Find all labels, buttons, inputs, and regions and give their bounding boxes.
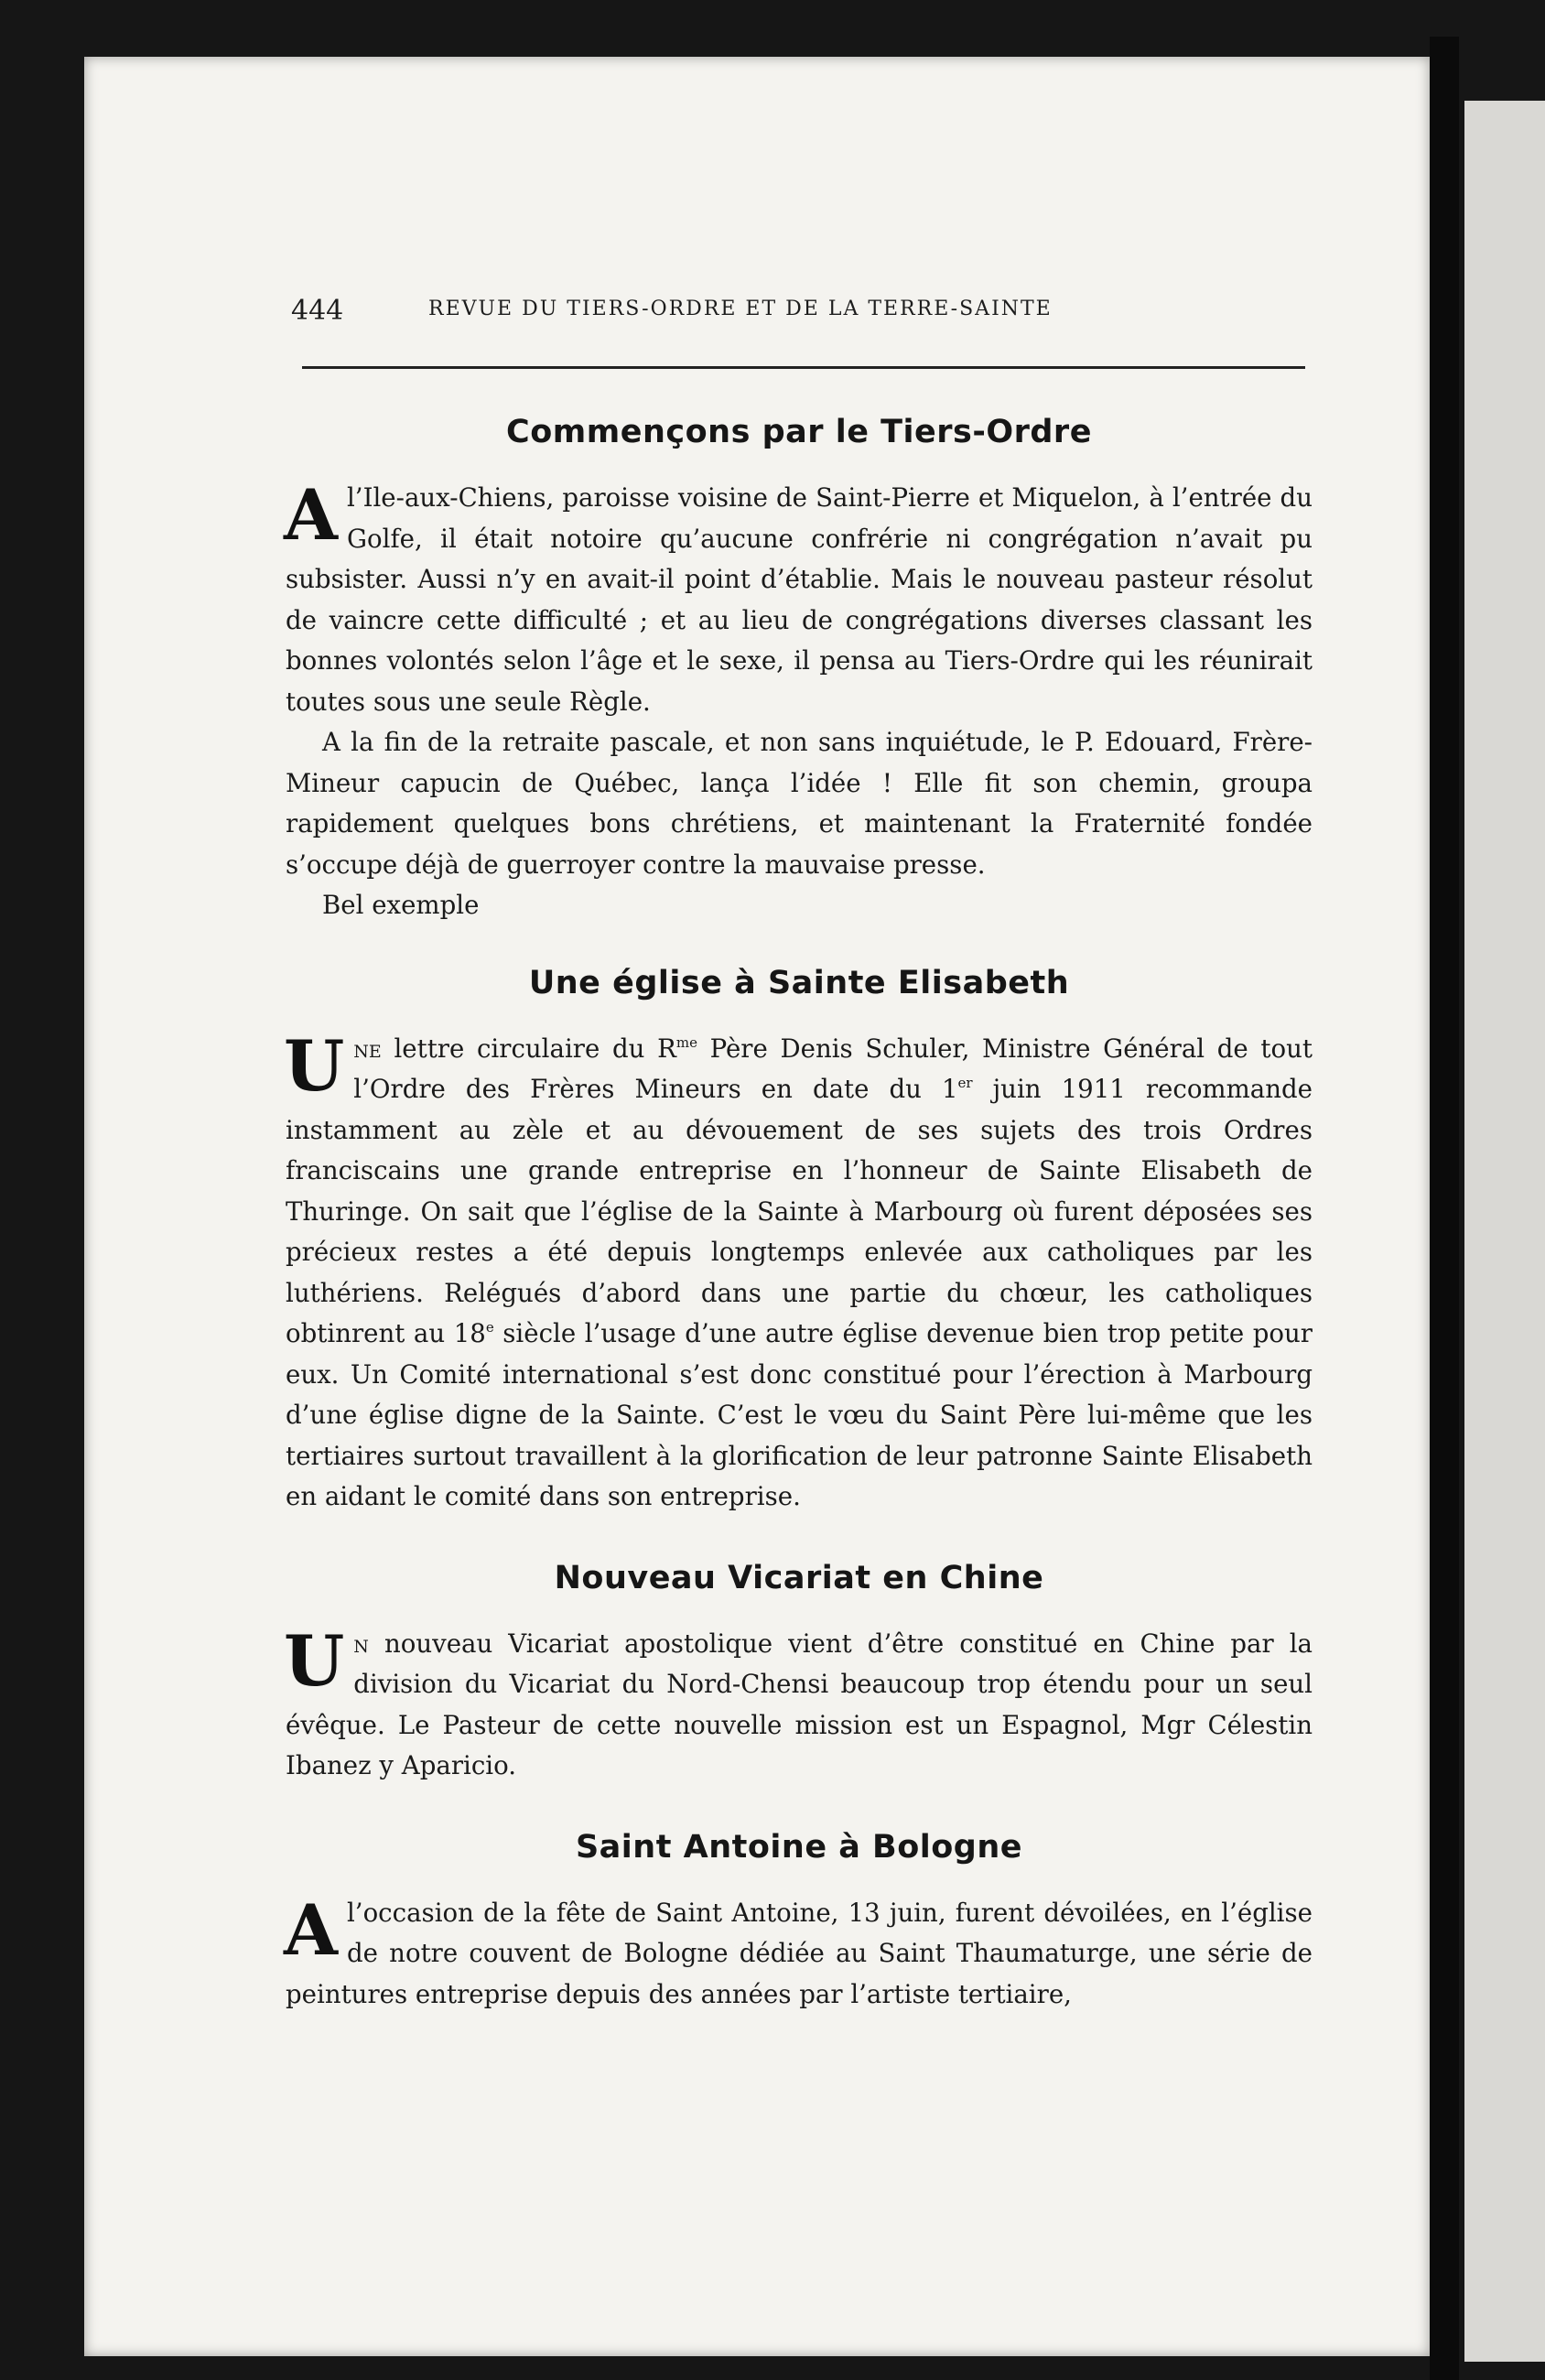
- smallcaps-lead: n: [353, 1628, 369, 1659]
- section-title: Saint Antoine à Bologne: [575, 1828, 1023, 1866]
- paragraph-text: nouveau Vicariat apostolique vient d’être constitué en Chine par la division du Vicariat du Nord-Chensi beaucoup trop étendu pour un seul évêque. Le Pasteur de cette nouvelle mission est un Espagnol, Mgr Célestin Ibanez y Aparicio.: [286, 1628, 1313, 1780]
- section-sainte-elisabeth: [286, 965, 1313, 1518]
- section-title: Une église à Sainte Elisabeth: [528, 964, 1070, 1001]
- paragraph-text: siècle l’usage d’une autre église devenue bien trop petite pour eux. Un Comité international s’est donc constitué pour l’érection à Marbourg d’une église digne de la Sainte. C’est le vœu du Saint Père lui-même que les tertiaires surtout travaillent à la glorification de leur patronne Sainte Elisabeth en aidant le comité dans son entreprise.: [286, 1318, 1313, 1511]
- section-tiers-ordre: [286, 414, 1313, 926]
- drop-cap: U: [284, 1619, 345, 1702]
- drop-cap: A: [284, 1888, 338, 1971]
- section-title: Commençons par le Tiers-Ordre: [506, 414, 1092, 450]
- paragraph-text: Père Denis Schuler, Ministre Général de tout l’Ordre des Frères Mineurs en date du 1: [353, 1033, 1313, 1104]
- section-paragraph: A la fin de la retraite pascale, et non sans inquiétude, le P. Edouard, Frère-Mineur capucin de Québec, lança l’idée ! Elle fit son chemin, groupa rapidement quelques bons chrétiens, et maintenant la Fraternité fondée s’occupe déjà de guerroyer contre la mauvaise presse.: [286, 727, 1313, 880]
- section-paragraph: [284, 474, 1313, 722]
- superscript: me: [675, 1033, 697, 1051]
- facing-page-sliver: [1464, 101, 1545, 2362]
- section-paragraph: [284, 1619, 1313, 1787]
- superscript: er: [957, 1075, 973, 1091]
- section-title: Nouveau Vicariat en Chine: [554, 1559, 1044, 1596]
- smallcaps-lead: ne: [353, 1033, 382, 1064]
- paragraph-text: l’occasion de la fête de Saint Antoine, 13 juin, furent dévoilées, en l’église de notre couvent de Bologne dédiée au Saint Thaumaturge, une série de peintures entreprise depuis des années par l’artiste tertiaire,: [286, 1897, 1313, 2009]
- page-edge-shadow: [1430, 37, 1459, 2380]
- running-title: REVUE DU TIERS-ORDRE ET DE LA TERRE-SAINTE: [428, 298, 1053, 320]
- section-paragraph: Bel exemple: [322, 890, 480, 920]
- header-rule: [302, 366, 1305, 369]
- section-paragraph: [284, 1024, 1313, 1518]
- section-paragraph: [284, 1888, 1313, 2016]
- paragraph-text: l’Ile-aux-Chiens, paroisse voisine de Saint-Pierre et Miquelon, à l’entrée du Golfe, il était notoire qu’aucune confrérie ni congrégation n’avait pu subsister. Aussi n’y en avait-il point d’établie. Mais le nouveau pasteur résolut de vaincre cette difficulté ; et au lieu de congrégations diverses classant les bonnes volontés selon l’âge et le sexe, il pensa au Tiers-Ordre qui les réunirait toutes sous une seule Règle.: [286, 482, 1313, 717]
- drop-cap: A: [284, 474, 338, 556]
- paragraph-text: juin 1911 recommande instamment au zèle et au dévouement de ses sujets des trois Ordres franciscains une grande entreprise en l’honneur de Sainte Elisabeth de Thuringe. On sait que l’église de la Sainte à Marbourg où furent déposées ses précieux restes a été depuis longtemps enlevée aux catholiques par les luthériens. Relégués d’abord dans une partie du chœur, les catholiques obtinrent au 18: [286, 1074, 1313, 1348]
- section-saint-antoine: [286, 1829, 1313, 2016]
- paragraph-text: lettre circulaire du R: [381, 1033, 676, 1064]
- article-column: [286, 414, 1313, 2015]
- superscript: e: [485, 1319, 494, 1336]
- page-number: 444: [291, 295, 344, 327]
- section-vicariat-chine: [286, 1560, 1313, 1787]
- drop-cap: U: [284, 1024, 345, 1107]
